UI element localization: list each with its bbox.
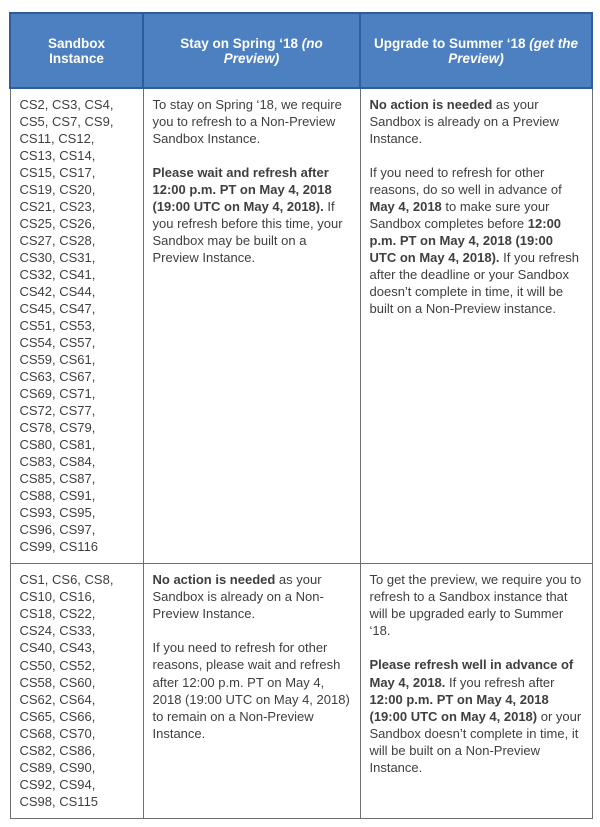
- header-sandbox-instance: Sandbox Instance: [10, 13, 143, 88]
- cell-stay-preview: To stay on Spring ‘18, we require you to refresh to a Non-Preview Sandbox Instance. Please wait and refresh after 12:00 p.m. PT on May 4, 2018 (19:00 UTC on May 4, 2018). If you refresh before this time, your Sandbox may be built on a Preview Instance.: [143, 88, 360, 564]
- table-row-preview-instances: [10, 88, 592, 564]
- header-upgrade-summer-18: Upgrade to Summer ‘18 (get the Preview): [360, 13, 592, 88]
- cell-upgrade-nonpreview: To get the preview, we require you to refresh to a Sandbox instance that will be upgraded early to Summer ‘18. Please refresh well in advance of May 4, 2018. If you refresh after 12:00 p.m. PT on May 4, 2018 (19:00 UTC on May 4, 2018) or your Sandbox doesn’t complete in time, it will be built on a Non-Preview Instance.: [360, 564, 592, 818]
- cell-stay-nonpreview: No action is needed as your Sandbox is already on a Non-Preview Instance. If you need to refresh for other reasons, please wait and refresh after 12:00 p.m. PT on May 4, 2018 (19:00 UTC on May 4, 2018) to remain on a Non-Preview Instance.: [143, 564, 360, 818]
- header-row: [10, 13, 592, 88]
- sandbox-refresh-table: [9, 12, 593, 819]
- table-row-nonpreview-instances: [10, 564, 592, 818]
- header-stay-spring-18: Stay on Spring ‘18 (no Preview): [143, 13, 360, 88]
- cell-instances-nonpreview: CS1, CS6, CS8, CS10, CS16, CS18, CS22, CS24, CS33, CS40, CS43, CS50, CS52, CS58, CS60, CS62, CS64, CS65, CS66, CS68, CS70, CS82, CS86, CS89, CS90, CS92, CS94, CS98, CS115: [10, 564, 143, 818]
- cell-instances-preview: CS2, CS3, CS4, CS5, CS7, CS9, CS11, CS12, CS13, CS14, CS15, CS17, CS19, CS20, CS21, CS23, CS25, CS26, CS27, CS28, CS30, CS31, CS32, CS41, CS42, CS44, CS45, CS47, CS51, CS53, CS54, CS57, CS59, CS61, CS63, CS67, CS69, CS71, CS72, CS77, CS78, CS79, CS80, CS81, CS83, CS84, CS85, CS87, CS88, CS91, CS93, CS95, CS96, CS97, CS99, CS116: [10, 88, 143, 564]
- cell-upgrade-preview: No action is needed as your Sandbox is already on a Preview Instance. If you need to refresh for other reasons, do so well in advance of May 4, 2018 to make sure your Sandbox completes before 12:00 p.m. PT on May 4, 2018 (19:00 UTC on May 4, 2018). If you refresh after the deadline or your Sandbox doesn’t complete in time, it will be built on a Non-Preview instance.: [360, 88, 592, 564]
